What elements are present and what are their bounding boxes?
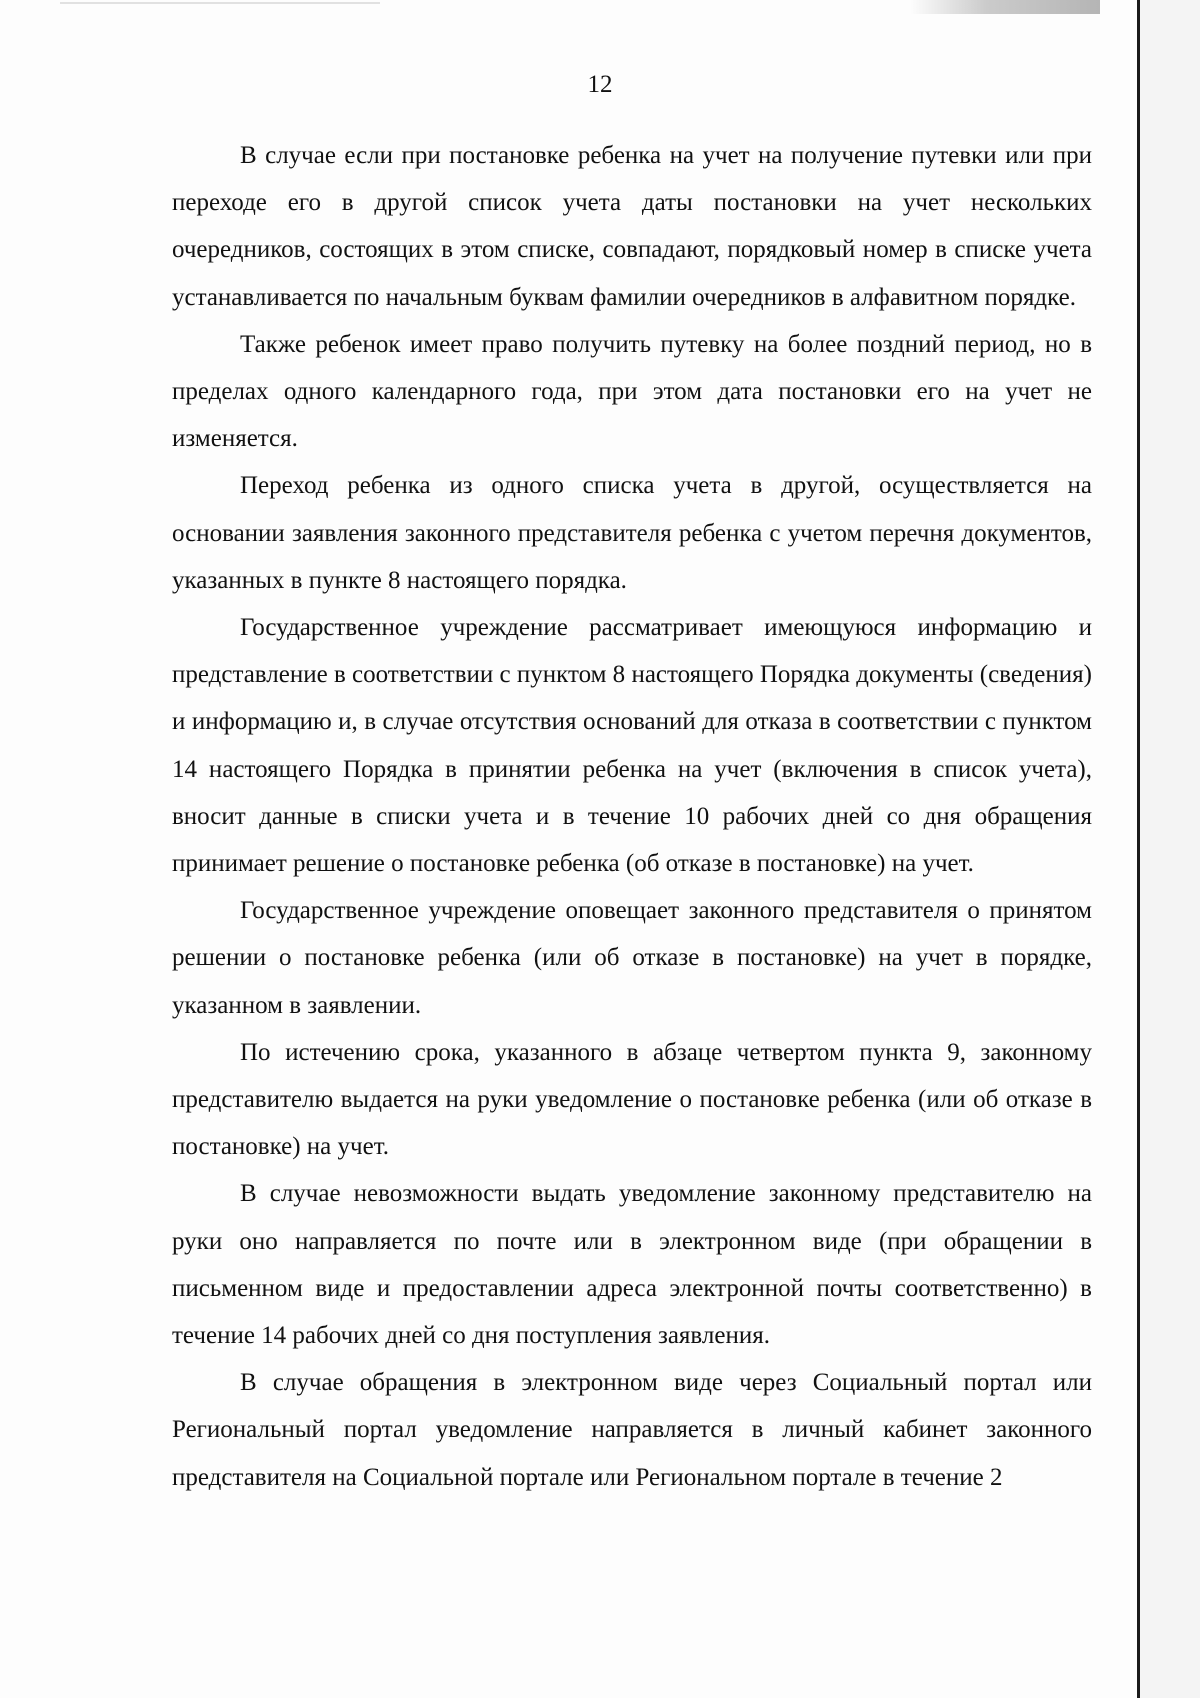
document-body <box>172 132 1092 1501</box>
paragraph: В случае если при постановке ребенка на учет на получение путевки или при переходе его в другой список учета даты постановки на учет нескольких очередников, состоящих в этом списке, совпадают, порядковый номер в списке учета устанавливается по начальным буквам фамилии очередников в алфавитном порядке. <box>172 142 1092 311</box>
paragraph: Также ребенок имеет право получить путевку на более поздний период, но в пределах одного календарного года, при этом дата постановки его на учет не изменяется. <box>172 330 1092 453</box>
scan-edge-line <box>1137 0 1140 1698</box>
paragraph: Государственное учреждение оповещает законного представителя о принятом решении о постановке ребенка (или об отказе в постановке) на учет в порядке, указанном в заявлении. <box>172 897 1092 1019</box>
paragraph: В случае обращения в электронном виде через Социальный портал или Региональный портал уведомление направляется в личный кабинет законного представителя на Социальной портале или Региональном портале в течение 2 <box>172 1369 1092 1491</box>
scan-margin <box>1140 0 1200 1698</box>
scan-mark <box>60 2 380 4</box>
page-number: 12 <box>587 71 613 98</box>
paragraph: По истечению срока, указанного в абзаце четвертом пункта 9, законному представителю выдается на руки уведомление о постановке ребенка (или об отказе в постановке) на учет. <box>172 1038 1092 1161</box>
paragraph: В случае невозможности выдать уведомление законному представителю на руки оно направляется по почте или в электронном виде (при обращении в письменном виде и предоставлении адреса электронной почты соответственно) в течение 14 рабочих дней со дня поступления заявления. <box>172 1180 1092 1350</box>
scan-smudge <box>910 0 1100 14</box>
paragraph: Переход ребенка из одного списка учета в другой, осуществляется на основании заявления законного представителя ребенка с учетом перечня документов, указанных в пункте 8 настоящего порядка. <box>172 472 1092 594</box>
paragraph: Государственное учреждение рассматривает имеющуюся информацию и представление в соответствии с пунктом 8 настоящего Порядка документы (сведения) и информацию и, в случае отсутствия оснований для отказа в соответствии с пунктом 14 настоящего Порядка в принятии ребенка на учет (включения в список учета), вносит данные в списки учета и в течение 10 рабочих дней со дня обращения принимает решение о постановке ребенка (об отказе в постановке) на учет. <box>172 614 1092 878</box>
